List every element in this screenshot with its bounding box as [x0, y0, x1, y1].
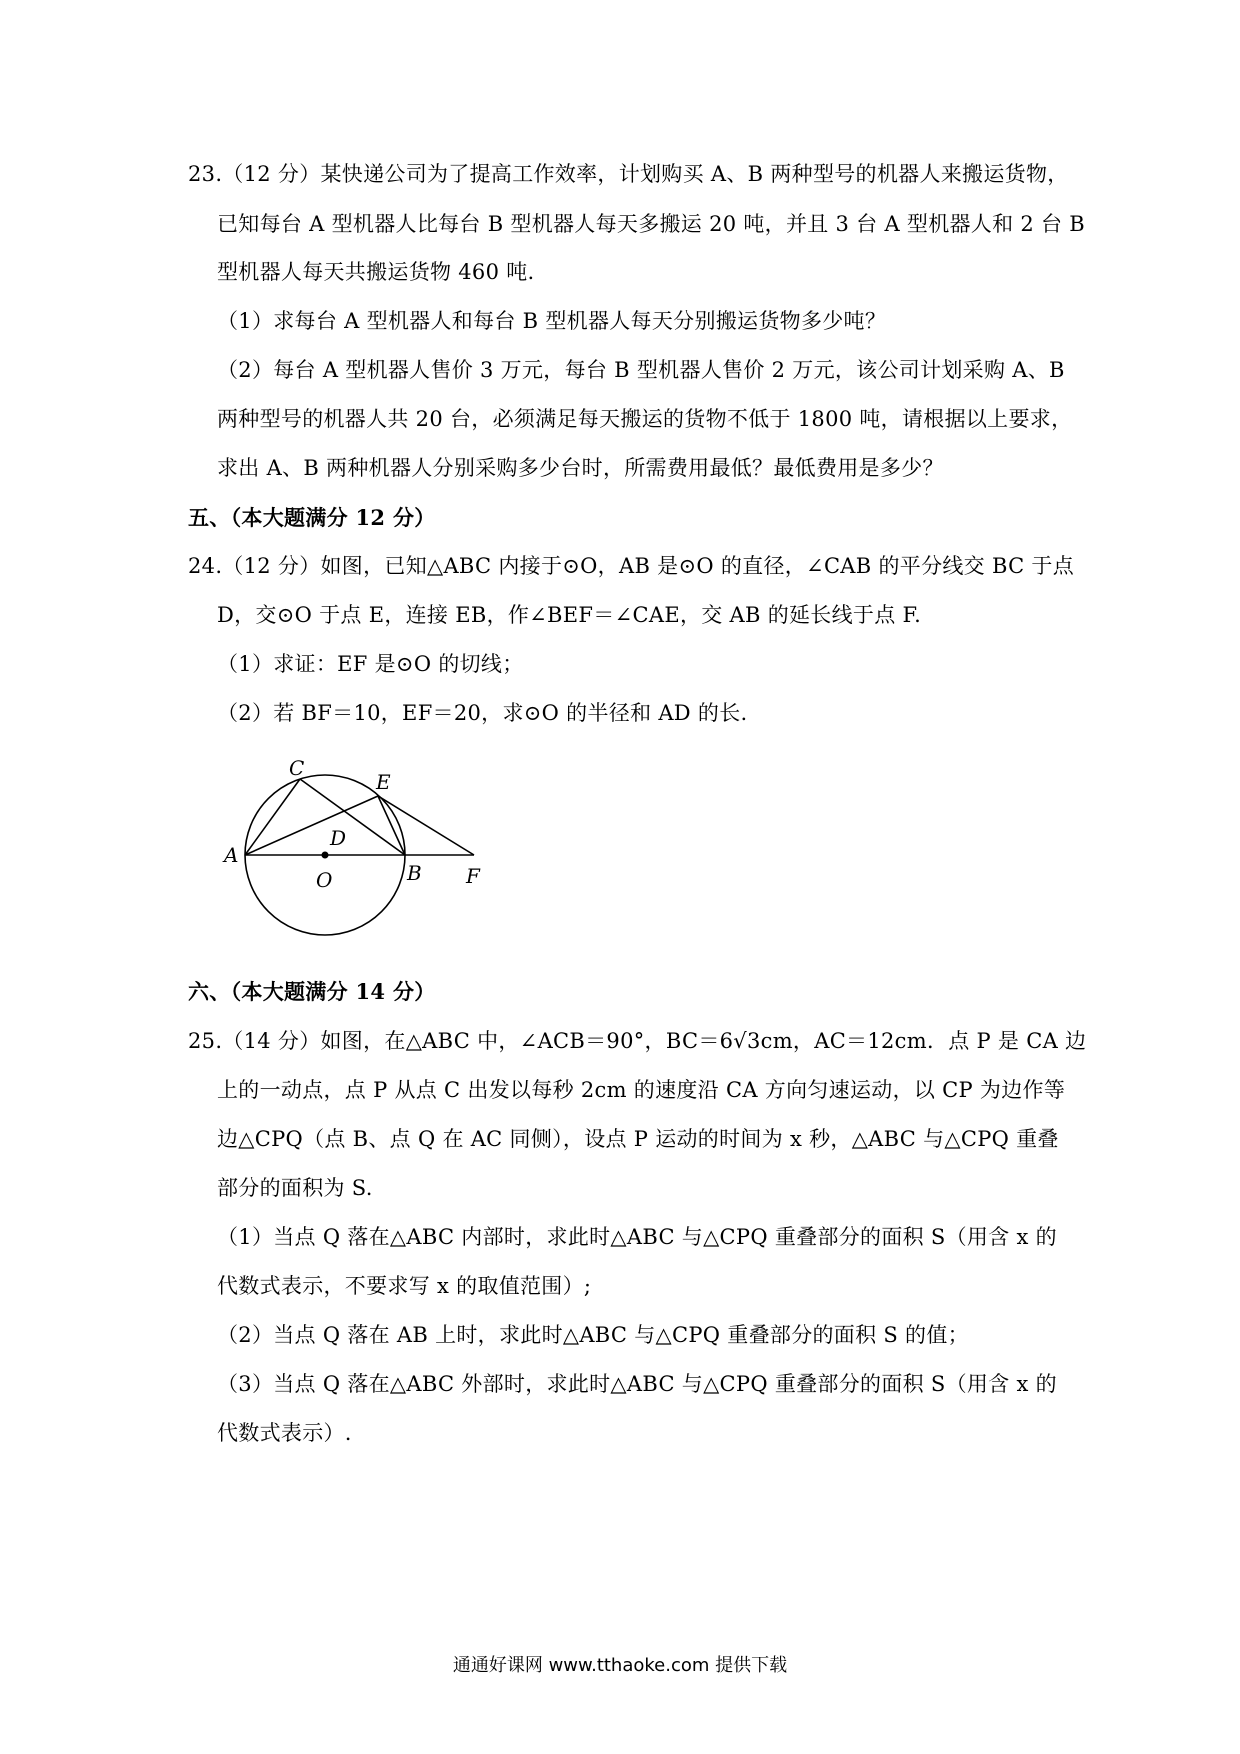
label-e: E — [376, 770, 391, 794]
section-6-heading: 六、（本大题满分 14 分） — [188, 979, 436, 1004]
q23-line-1: 23.（12 分）某快递公司为了提高工作效率，计划购买 A、B 两种型号的机器人来搬运货物， — [188, 162, 1069, 186]
footer-source: 通通好课网 www.tthaoke.com 提供下载 — [452, 1655, 788, 1676]
q23-line-2: 已知每台 A 型机器人比每台 B 型机器人每天多搬运 20 吨，并且 3 台 A 型机器人和 2 台 B — [217, 212, 1086, 236]
q25-part-1-line-2: 代数式表示，不要求写 x 的取值范围）; — [217, 1274, 592, 1298]
q23-part-2-line-2: 两种型号的机器人共 20 台，必须满足每天搬运的货物不低于 1800 吨，请根据以上要求， — [217, 407, 1073, 431]
label-a: A — [224, 843, 239, 867]
q25-part-2: （2）当点 Q 落在 AB 上时，求此时△ABC 与△CPQ 重叠部分的面积 S 的值； — [217, 1323, 969, 1347]
q25-line-2: 上的一动点，点 P 从点 C 出发以每秒 2cm 的速度沿 CA 方向匀速运动，以 CP 为边作等 — [217, 1078, 1066, 1102]
q24-part-1: （1）求证：EF 是⊙O 的切线； — [217, 652, 524, 676]
center-point-o — [322, 852, 329, 859]
q24-line-1: 24.（12 分）如图，已知△ABC 内接于⊙O，AB 是⊙O 的直径，∠CAB 的平分线交 BC 于点 — [188, 554, 1075, 578]
label-d: D — [330, 826, 347, 850]
q25-part-3-line-2: 代数式表示）. — [217, 1421, 352, 1445]
q23-part-2-line-1: （2）每台 A 型机器人售价 3 万元，每台 B 型机器人售价 2 万元，该公司计划采购 A、B — [217, 358, 1065, 382]
q23-part-2-line-3: 求出 A、B 两种机器人分别采购多少台时，所需费用最低？最低费用是多少？ — [217, 456, 944, 480]
q25-part-1-line-1: （1）当点 Q 落在△ABC 内部时，求此时△ABC 与△CPQ 重叠部分的面积 S（用含 x 的 — [217, 1225, 1057, 1249]
label-f: F — [466, 864, 480, 888]
q23-line-3: 型机器人每天共搬运货物 460 吨. — [217, 260, 535, 284]
q23-part-1: （1）求每台 A 型机器人和每台 B 型机器人每天分别搬运货物多少吨？ — [217, 309, 887, 333]
q25-line-1: 25.（14 分）如图，在△ABC 中，∠ACB＝90°，BC＝6√3cm，AC＝12cm．点 P 是 CA 边 — [188, 1029, 1087, 1053]
label-o: O — [316, 868, 333, 892]
q25-part-3-line-1: （3）当点 Q 落在△ABC 外部时，求此时△ABC 与△CPQ 重叠部分的面积 S（用含 x 的 — [217, 1372, 1057, 1396]
circle-geometry-figure — [214, 755, 514, 960]
q25-line-3: 边△CPQ（点 B、点 Q 在 AC 同侧），设点 P 运动的时间为 x 秒，△ABC 与△CPQ 重叠 — [217, 1127, 1059, 1151]
q24-line-2: D，交⊙O 于点 E，连接 EB，作∠BEF＝∠CAE，交 AB 的延长线于点 F. — [217, 603, 922, 627]
q24-part-2: （2）若 BF＝10，EF＝20，求⊙O 的半径和 AD 的长. — [217, 701, 748, 725]
label-b: B — [407, 861, 422, 885]
label-c: C — [289, 756, 305, 780]
segment-ae — [245, 796, 378, 855]
section-5-heading: 五、（本大题满分 12 分） — [188, 505, 436, 530]
q25-line-4: 部分的面积为 S. — [217, 1176, 373, 1200]
